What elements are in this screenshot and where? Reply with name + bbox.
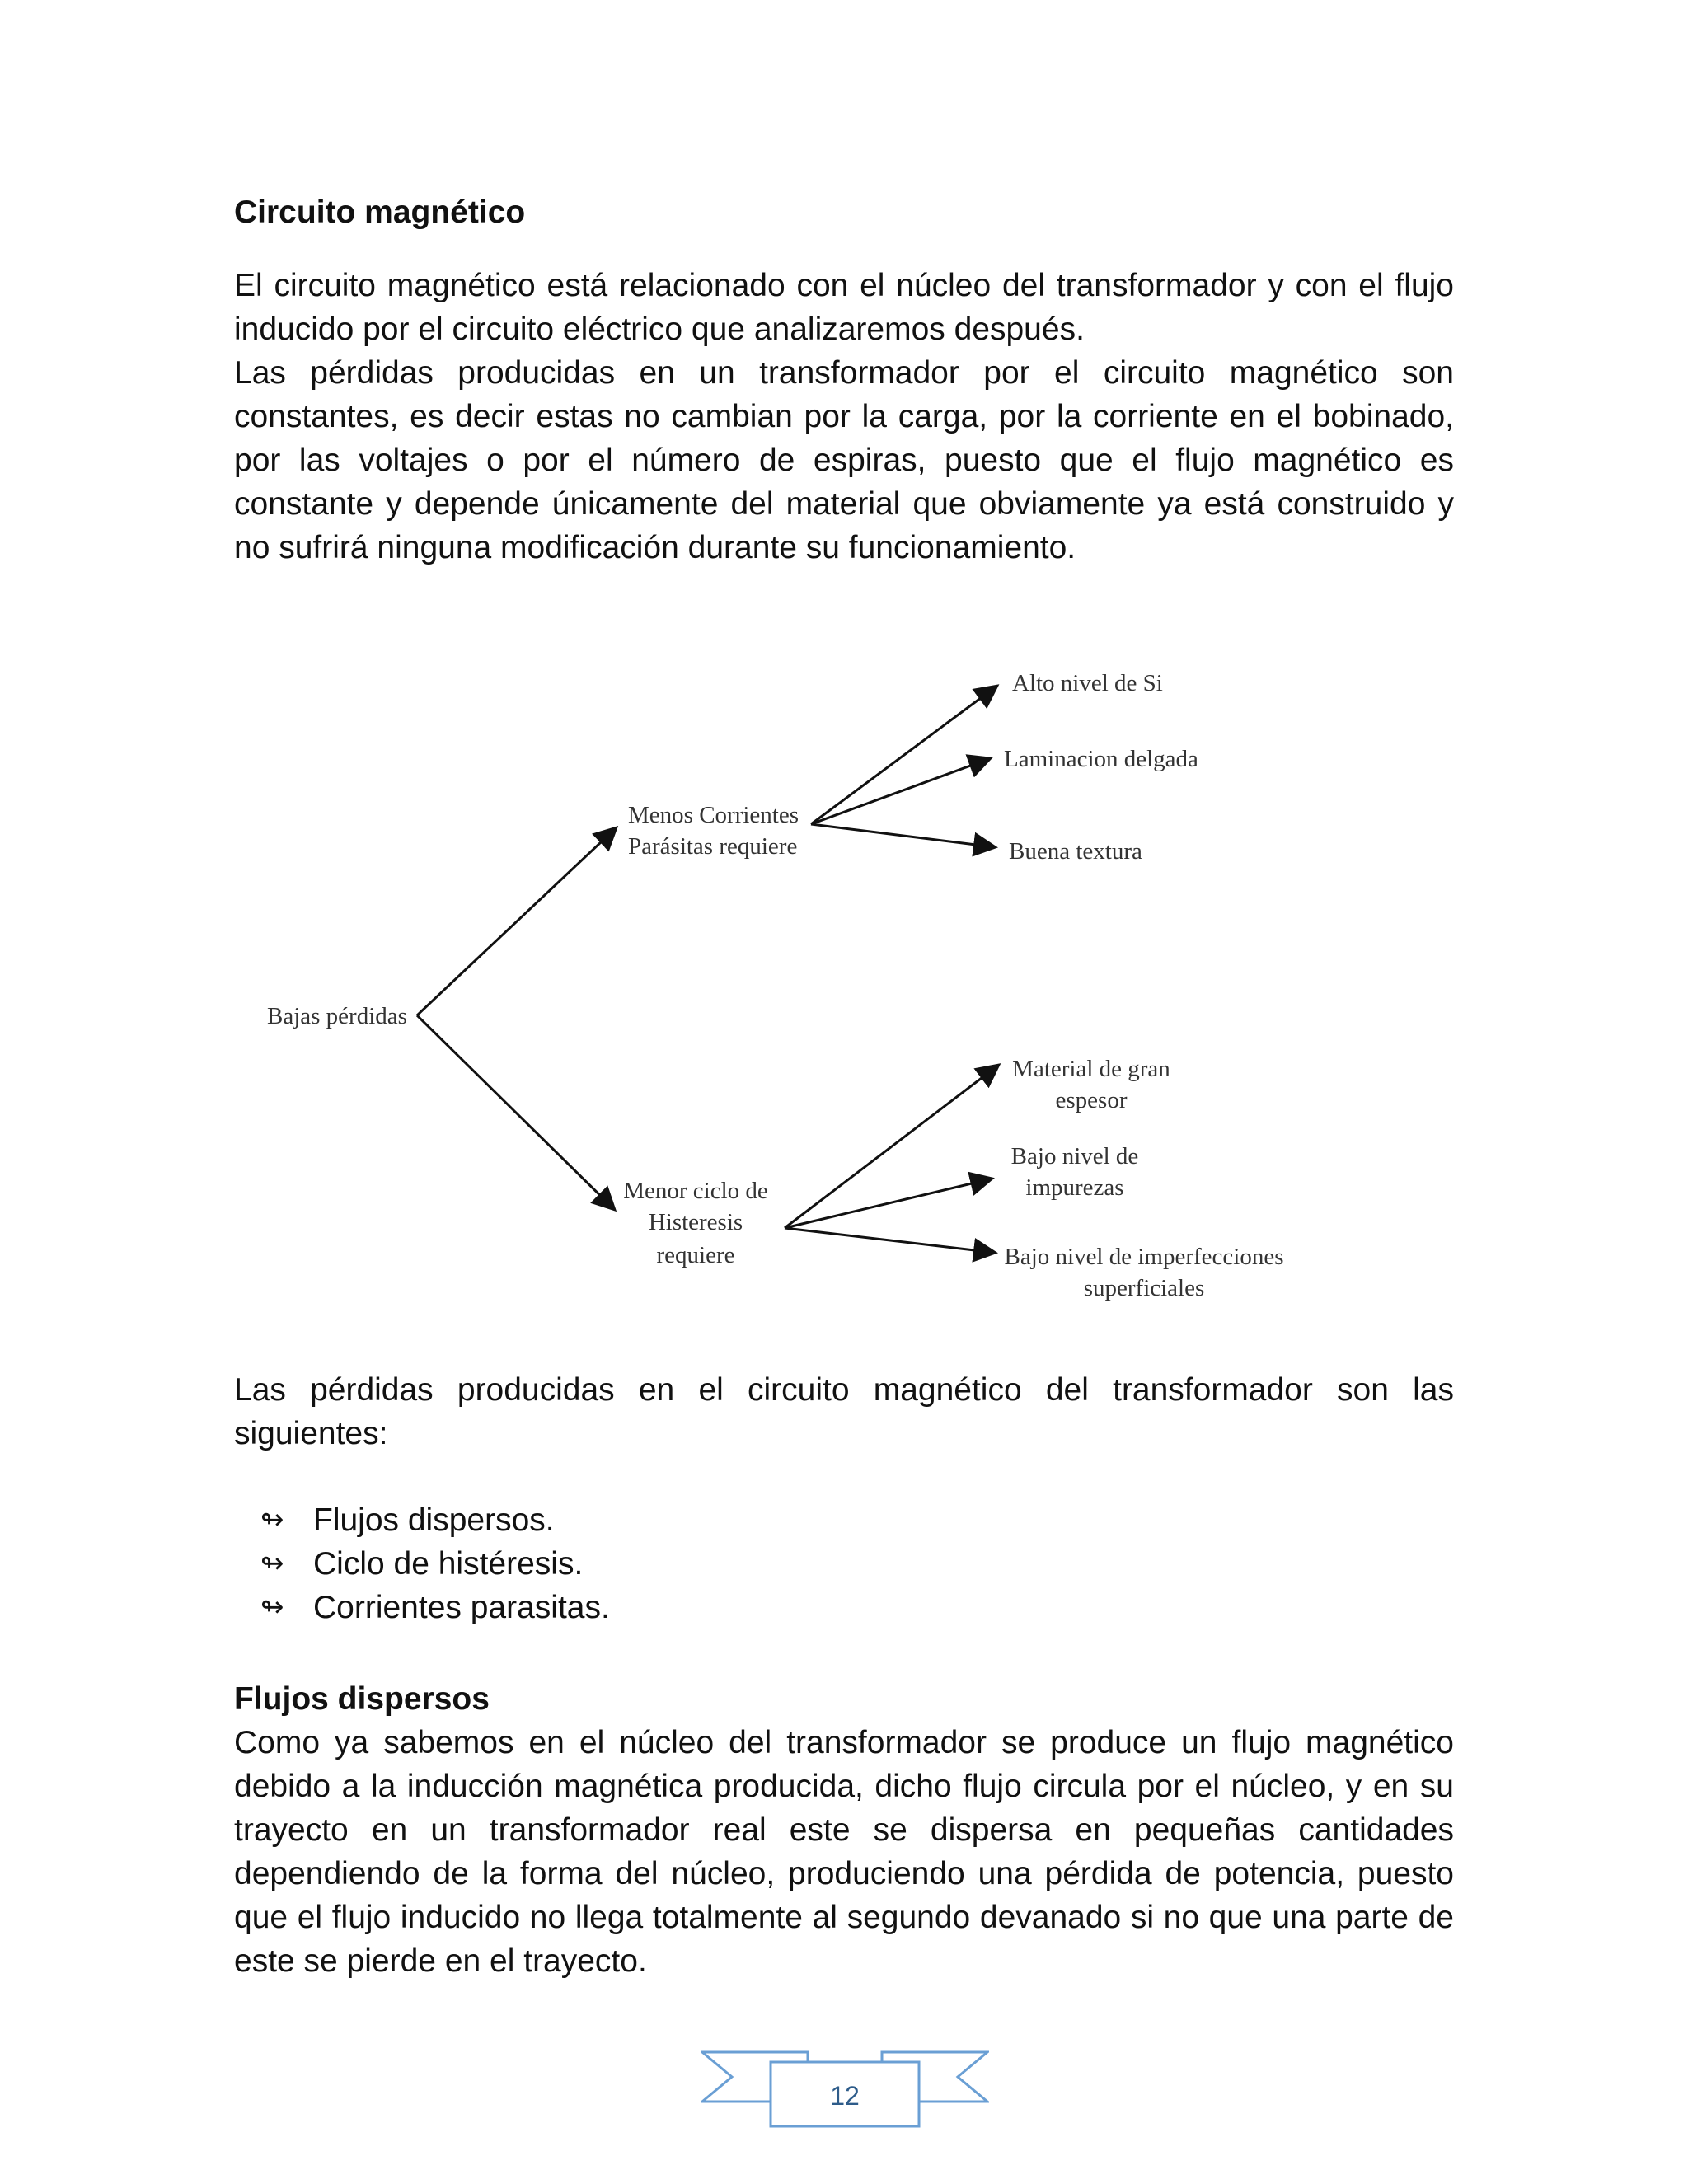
- losses-list: [260, 1498, 610, 1629]
- edge-branch2-leaf3: [785, 1228, 996, 1253]
- node-leaf-impurezas-line2: impurezas: [1025, 1174, 1124, 1201]
- node-leaf-imperfecciones-line1: Bajo nivel de imperfecciones: [1004, 1244, 1284, 1270]
- list-item-text: Corrientes parasitas.: [313, 1590, 610, 1625]
- node-leaf-alto-nivel-si: Alto nivel de Si: [1012, 670, 1163, 696]
- section-body-circuito-magnetico: [234, 264, 1454, 569]
- node-leaf-imperfecciones-line2: superficiales: [1083, 1275, 1205, 1301]
- curved-arrow-icon: ↬: [260, 1547, 284, 1580]
- node-leaf-laminacion-delgada: Laminacion delgada: [1004, 746, 1198, 772]
- list-item-text: Ciclo de histéresis.: [313, 1546, 584, 1582]
- node-root: Bajas pérdidas: [267, 1003, 407, 1029]
- paragraph-losses-intro: Las pérdidas producidas en el circuito magnético del transformador son las siguientes:: [234, 1372, 1454, 1451]
- node-leaf-material-line1: Material de gran: [1012, 1056, 1170, 1082]
- node-branch2-line2: Histeresis: [648, 1209, 743, 1235]
- list-item: [260, 1586, 610, 1629]
- node-branch1-line2: Parásitas requiere: [628, 833, 798, 860]
- section-title-circuito-magnetico: Circuito magnético: [234, 194, 526, 230]
- edge-branch1-leaf1: [811, 686, 997, 824]
- node-branch2-line3: requiere: [656, 1242, 735, 1268]
- list-item: [260, 1498, 610, 1542]
- page-number: 12: [830, 2081, 860, 2111]
- paragraph-losses-constant: Las pérdidas producidas en un transformador por el circuito magnético son constantes, es decir estas no cambian por la carga, por la corriente en el bobinado, por las voltajes o por el número de espiras, puesto que el flujo magnético es constante y depende únicamente del material que obviamente ya está construido y no sufrirá ninguna modificación durante su funcionamiento.: [234, 355, 1454, 565]
- node-leaf-buena-textura: Buena textura: [1009, 838, 1142, 865]
- node-branch1-line1: Menos Corrientes: [628, 802, 799, 828]
- section-title-flujos-dispersos: Flujos dispersos: [234, 1681, 490, 1717]
- node-branch2-line1: Menor ciclo de: [623, 1178, 768, 1204]
- edge-branch1-leaf2: [811, 758, 991, 824]
- edge-root-branch1: [417, 827, 617, 1015]
- curved-arrow-icon: ↬: [260, 1591, 284, 1624]
- edge-root-branch2: [417, 1015, 615, 1210]
- list-item: [260, 1542, 610, 1586]
- losses-tree-diagram: [234, 643, 1388, 1319]
- page-number-ribbon: [701, 2044, 989, 2135]
- curved-arrow-icon: ↬: [260, 1503, 284, 1536]
- node-leaf-material-line2: espesor: [1055, 1087, 1128, 1113]
- edge-branch1-leaf3: [811, 824, 996, 847]
- list-item-text: Flujos dispersos.: [313, 1502, 555, 1538]
- paragraph-flujos-dispersos: Como ya sabemos en el núcleo del transformador se produce un flujo magnético debido a la inducción magnética producida, dicho flujo circula por el núcleo, y en su trayecto en un transformador real este se dispersa en pequeñas cantidades dependiendo de la forma del núcleo, produciendo una pérdida de potencia, puesto que el flujo inducido no llega totalmente al segundo devanado si no que una parte de este se pierde en el trayecto.: [234, 1725, 1454, 1979]
- paragraph-intro: El circuito magnético está relacionado con el núcleo del transformador y con el flujo inducido por el circuito eléctrico que analizaremos después.: [234, 268, 1454, 347]
- node-leaf-impurezas-line1: Bajo nivel de: [1010, 1143, 1139, 1169]
